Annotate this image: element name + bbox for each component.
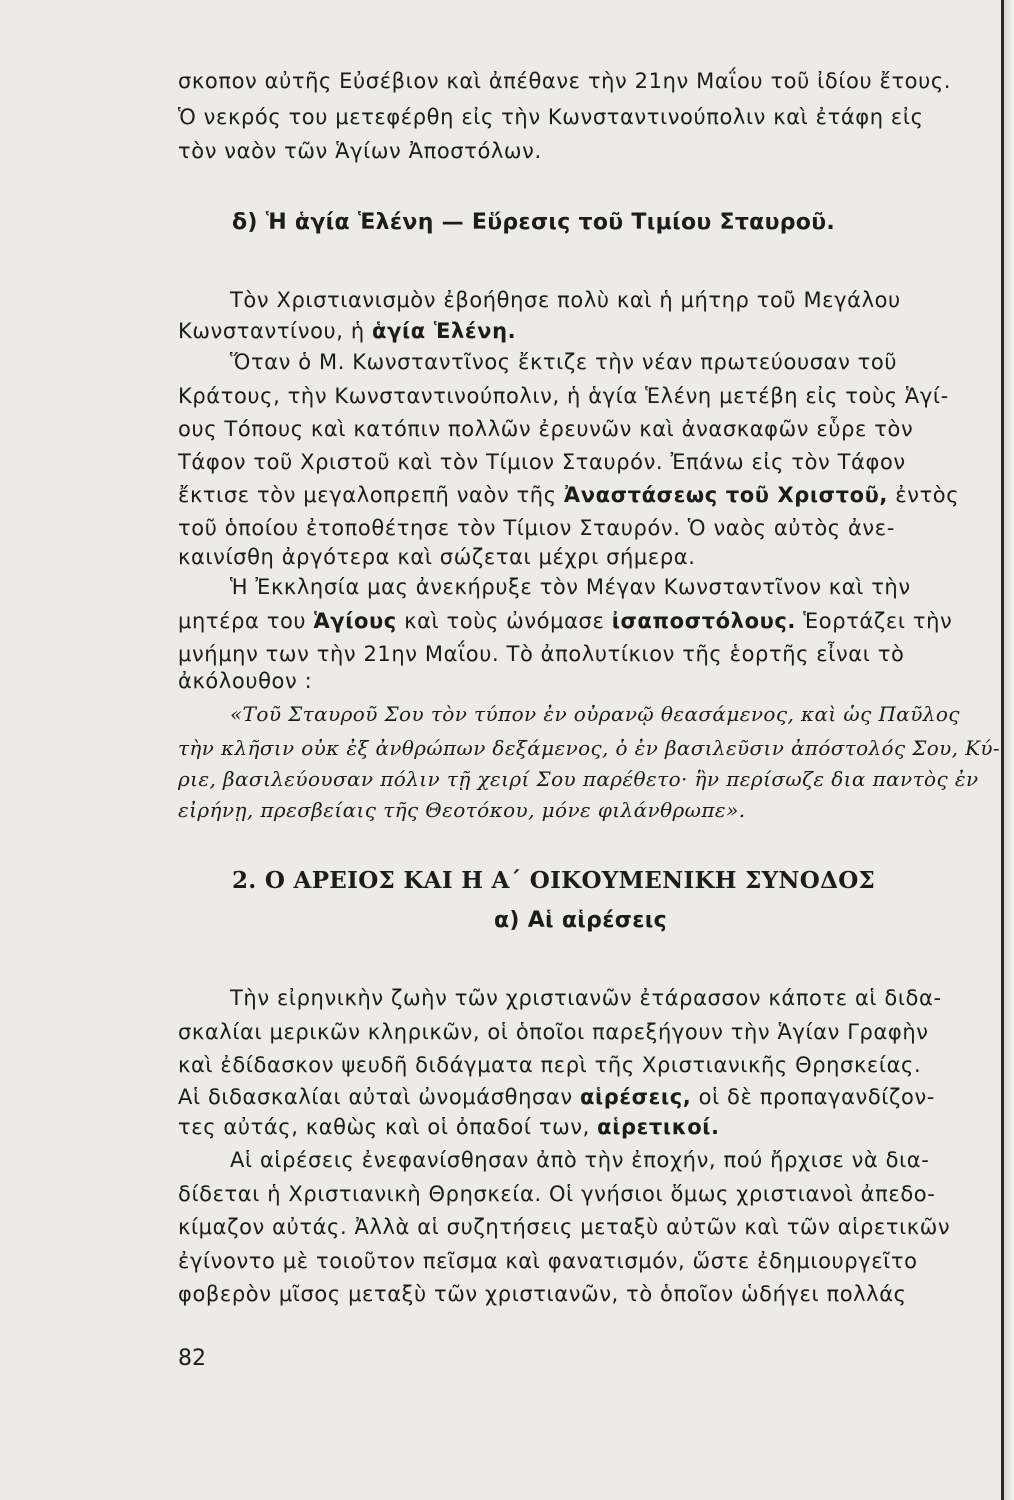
page-number: 82 [178,1346,206,1371]
text-line: σκαλίαι μερικῶν κληρικῶν, οἱ ὁποῖοι παρεξήγουν τὴν Ἁγίαν Γραφὴν [178,1020,929,1044]
text-line: ους Τόπους καὶ κατόπιν πολλῶν ἐρευνῶν καὶ ἀνασκαφῶν εὗρε τὸν [178,417,914,441]
chapter-title: 2. Ο ΑΡΕΙΟΣ ΚΑΙ Η Α΄ ΟΙΚΟΥΜΕΝΙΚΗ ΣΥΝΟΔΟΣ [232,867,876,894]
bold-term: Ἀναστάσεως τοῦ Χριστοῦ, [563,483,888,507]
text-line: Αἱ διδασκαλίαι αὐταὶ ὠνομάσθησαν αἱρέσεις, οἱ δὲ προπαγανδίζον- [178,1085,935,1109]
text-line: Ἡ Ἐκκλησία μας ἀνεκήρυξε τὸν Μέγαν Κωνσταντῖνον καὶ τὴν [230,575,911,599]
hymn-line: ριε, βασιλεύουσαν πόλιν τῇ χειρί Σου παρέθετο· ἣν περίσωζε δια παντὸς ἐν [178,767,979,791]
hymn-line: τὴν κλῆσιν οὐκ ἐξ ἀνθρώπων δεξάμενος, ὁ ἐν βασιλεῦσιν ἀπόστολός Σου, Κύ- [178,736,1001,760]
text-line: κίμαζον αὐτάς. Ἀλλὰ αἱ συζητήσεις μεταξὺ αὐτῶν καὶ τῶν αἱρετικῶν [178,1215,951,1239]
text-line: δίδεται ἡ Χριστιανικὴ Θρησκεία. Οἱ γνήσιοι ὅμως χριστιανοὶ ἀπεδο- [178,1182,936,1206]
section-heading: δ) Ἡ ἁγία Ἑλένη — Εὕρεσις τοῦ Τιμίου Σταυροῦ. [232,210,836,235]
text-line: ἔκτισε τὸν μεγαλοπρεπῆ ναὸν τῆς Ἀναστάσεως τοῦ Χριστοῦ, ἐντὸς [178,483,960,507]
text-line: μητέρα του Ἁγίους καὶ τοὺς ὠνόμασε ἰσαποστόλους. Ἑορτάζει τὴν [178,609,953,633]
text-line: Τάφον τοῦ Χριστοῦ καὶ τὸν Τίμιον Σταυρόν. Ἐπάνω εἰς τὸν Τάφον [178,450,906,474]
hymn-line: εἰρήνῃ, πρεσβείαις τῆς Θεοτόκου, μόνε φιλάνθρωπε». [178,798,746,822]
text-line: καινίσθη ἀργότερα καὶ σώζεται μέχρι σήμερα. [178,545,696,569]
bold-term: ἁγία Ἑλένη. [372,319,517,343]
text-line: φοβερὸν μῖσος μεταξὺ τῶν χριστιανῶν, τὸ ὁποῖον ὡδήγει πολλάς [178,1282,907,1306]
text-line: Ὅταν ὁ Μ. Κωνσταντῖνος ἔκτιζε τὴν νέαν πρωτεύουσαν τοῦ [230,350,898,374]
text-line: ἀκόλουθον : [178,669,313,693]
page-edge [1004,0,1014,1500]
text-line: τοῦ ὁποίου ἐτοποθέτησε τὸν Τίμιον Σταυρόν. Ὁ ναὸς αὐτὸς ἀνε- [178,516,895,540]
text-line: Τὴν εἰρηνικὴν ζωὴν τῶν χριστιανῶν ἐτάρασσον κάποτε αἱ διδα- [230,986,942,1010]
bold-term: Ἁγίους [313,609,397,633]
page-spine-line [1001,0,1004,1500]
text-line: Κράτους, τὴν Κωνσταντινούπολιν, ἡ ἁγία Ἑλένη μετέβη εἰς τοὺς Ἁγί- [178,384,949,408]
text-line: τὸν ναὸν τῶν Ἁγίων Ἀποστόλων. [178,139,542,163]
chapter-subtitle: α) Αἱ αἱρέσεις [494,908,667,933]
text-line: σκοπον αὐτῆς Εὐσέβιον καὶ ἀπέθανε τὴν 21ην Μαΐου τοῦ ἰδίου ἔτους. [178,69,952,93]
bold-term: αἱρετικοί. [597,1115,720,1139]
text-line: τες αὐτάς, καθὼς καὶ οἱ ὀπαδοί των, αἱρετικοί. [178,1115,720,1139]
text-line: ἐγίνοντο μὲ τοιοῦτον πεῖσμα καὶ φανατισμόν, ὥστε ἐδημιουργεῖτο [178,1249,918,1273]
text-line: Κωνσταντίνου, ἡ ἁγία Ἑλένη. [178,319,517,343]
bold-term: ἰσαποστόλους. [611,609,796,633]
text-line: μνήμην των τὴν 21ην Μαΐου. Τὸ ἀπολυτίκιον τῆς ἑορτῆς εἶναι τὸ [178,642,905,666]
bold-term: αἱρέσεις, [579,1085,692,1109]
text-line: καὶ ἐδίδασκον ψευδῆ διδάγματα περὶ τῆς Χριστιανικῆς Θρησκείας. [178,1053,922,1077]
text-line: Τὸν Χριστιανισμὸν ἐβοήθησε πολὺ καὶ ἡ μήτηρ τοῦ Μεγάλου [230,288,901,312]
hymn-line: «Τοῦ Σταυροῦ Σου τὸν τύπον ἐν οὐρανῷ θεασάμενος, καὶ ὡς Παῦλος [230,702,960,726]
text-line: Αἱ αἱρέσεις ἐνεφανίσθησαν ἀπὸ τὴν ἐποχήν, πού ἤρχισε νὰ δια- [230,1148,930,1172]
text-line: Ὁ νεκρός του μετεφέρθη εἰς τὴν Κωνσταντινούπολιν καὶ ἐτάφη εἰς [178,105,924,129]
